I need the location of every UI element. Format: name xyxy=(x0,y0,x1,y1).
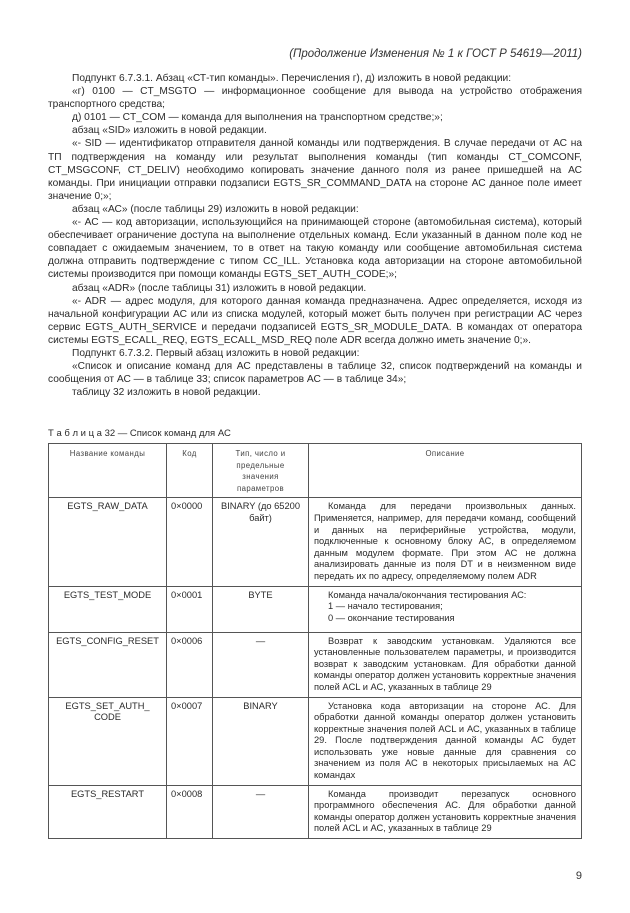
description-text: 0 — окончание тестирования xyxy=(328,612,455,623)
header-type: Тип, число и предельные значения параметров xyxy=(213,444,309,498)
command-type: — xyxy=(213,785,309,838)
paragraph: «г) 0100 — CT_MSGTO — информационное сообщение для вывода на устройство отображения транспортного средства; xyxy=(48,86,582,111)
command-name: EGTS_RESTART xyxy=(49,785,167,838)
command-description xyxy=(309,697,582,785)
table-row xyxy=(49,697,582,785)
description-text: Команда начала/окончания тестирования АС: xyxy=(328,589,527,600)
command-type: — xyxy=(213,632,309,697)
description-line xyxy=(314,601,576,613)
command-description xyxy=(309,586,582,632)
command-description xyxy=(309,632,582,697)
page-number: 9 xyxy=(575,870,582,882)
command-type: BYTE xyxy=(213,586,309,632)
table-row xyxy=(49,498,582,586)
command-code: 0×0001 xyxy=(167,586,213,632)
description-text: Возврат к заводским установкам. Удаляются все установленные пользователем параметры, и производится возврат к заводским установкам. Для обработки данной команды оператор должен установить корректные значения полей ACL и АС, указанных в таблице 29 xyxy=(314,635,576,692)
table-row xyxy=(49,632,582,697)
description-text: 1 — начало тестирования; xyxy=(328,601,443,612)
command-name: EGTS_CONFIG_RESET xyxy=(49,632,167,697)
command-name: EGTS_SET_AUTH_ CODE xyxy=(49,697,167,785)
table-row xyxy=(49,586,582,632)
paragraph: абзац «АС» (после таблицы 29) изложить в новой редакции: xyxy=(72,203,359,215)
table-header-row xyxy=(49,444,582,498)
command-name: EGTS_RAW_DATA xyxy=(49,498,167,586)
command-description xyxy=(309,785,582,838)
command-code: 0×0008 xyxy=(167,785,213,838)
description-line xyxy=(314,613,576,625)
body-text xyxy=(48,72,582,399)
paragraph: Подпункт 6.7.3.1. Абзац «СТ-тип команды». Перечисления г), д) изложить в новой редакции: xyxy=(72,73,512,84)
paragraph: Подпункт 6.7.3.2. Первый абзац изложить в новой редакции: xyxy=(72,347,360,359)
commands-table xyxy=(48,443,582,839)
command-type: BINARY xyxy=(213,697,309,785)
command-code: 0×0007 xyxy=(167,697,213,785)
table-row xyxy=(49,785,582,838)
command-code: 0×0006 xyxy=(167,632,213,697)
command-code: 0×0000 xyxy=(167,498,213,586)
description-text: Команда для передачи произвольных данных. Применяется, например, для передачи команд, сообщений и данных на периферийные устройства, модули, подключенные к основному блоку АС, в определяемом данным модулем формате. При этом АС не должна анализировать данные из поля DT и в неизменном виде передать их по адресу, определяемому полем ADR xyxy=(314,501,576,581)
description-text: Установка кода авторизации на стороне АС. Для обработки данной команды оператор должен установить корректные значения полей ACL и АС, указанных в таблице 29. После подтверждения данной команды АС будет использовать уже новые данные для сравнения со значением из поля АС в некоторых присылаемых на АС командах xyxy=(314,700,576,781)
paragraph: «- SID — идентификатор отправителя данной команды или подтверждения. В случае передачи от АС на ТП подтверждения на команду или результат выполнения команды (тип команды CT_COMCONF, CT_MSGCONF, CT_DELIV) необходимо копировать значение данного поля из ранее пришедшей на АС команды. При инициации отправки подзаписи EGTS_SR_COMMAND_DATA на стороне АС данное поле имеет значение 0;»; xyxy=(48,138,582,202)
paragraph: «Список и описание команд для АС представлены в таблице 32, список подтверждений на команды и сообщения от АС — в таблице 33; список параметров АС — в таблице 34»; xyxy=(48,361,582,386)
paragraph: «- ADR — адрес модуля, для которого данная команда предназначена. Адрес определяется, исходя из начальной конфигурации АС или из списка модулей, который может быть получен при регистрации АС через сервис EGTS_AUTH_SERVICE и передачи подзаписей EGTS_SR_MODULE_DATA. В командах от оператора системы EGTS_ECALL_REQ, EGTS_ECALL_MSD_REQ поле ADR всегда должно иметь значение 0;». xyxy=(48,295,582,346)
paragraph: абзац «SID» изложить в новой редакции. xyxy=(72,125,267,137)
command-type: BINARY (до 65200 байт) xyxy=(213,498,309,586)
description-line xyxy=(314,590,576,602)
paragraph: «- АС — код авторизации, использующийся на принимающей стороне (автомобильная система), который обеспечивает ограничение доступа на выполнение отдельных команд. Если указанный в данном поле код не совпадает с ожидаемым значением, то в ответ на такую команду или сообщение автомобильная система должна отправить подтверждение с типом CC_ILL. Установка кода авторизации на стороне автомобильной системы производится при помощи команды EGTS_SET_AUTH_CODE;»; xyxy=(48,217,582,281)
paragraph: д) 0101 — CT_COM — команда для выполнения на транспортном средстве;»; xyxy=(72,112,443,124)
table-caption: Т а б л и ц а 32 — Список команд для АС xyxy=(48,428,231,439)
command-name: EGTS_TEST_MODE xyxy=(49,586,167,632)
header-code: Код xyxy=(167,444,213,498)
continuation-header: (Продолжение Изменения № 1 к ГОСТ Р 54619—2011) xyxy=(289,48,582,60)
description-text: Команда производит перезапуск основного программного обеспечения АС. Для обработки данной команды оператор должен установить корректные значения полей ACL и АС, указанных в таблице 29 xyxy=(314,788,576,834)
paragraph: таблицу 32 изложить в новой редакции. xyxy=(72,387,261,399)
command-description xyxy=(309,498,582,586)
paragraph: абзац «ADR» (после таблицы 31) изложить в новой редакции. xyxy=(72,282,367,294)
header-name: Название команды xyxy=(49,444,167,498)
header-description: Описание xyxy=(309,444,582,498)
